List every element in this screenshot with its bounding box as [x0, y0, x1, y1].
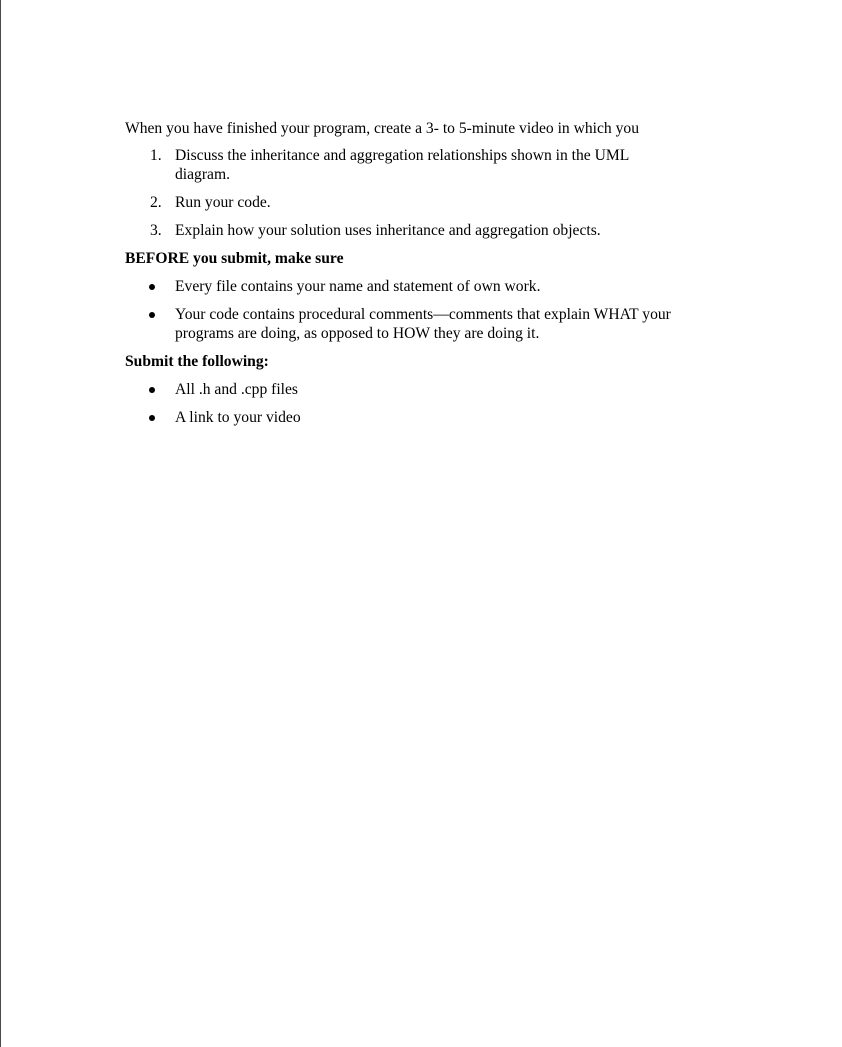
- bullet-list-item: [125, 408, 725, 427]
- document-body: [125, 119, 725, 436]
- numbered-list-item: [125, 193, 725, 212]
- before-submit-heading: BEFORE you submit, make sure: [125, 250, 344, 267]
- submit-heading: Submit the following:: [125, 353, 269, 370]
- bullet-list-item: [125, 305, 725, 343]
- bullet-list-item: [125, 380, 725, 399]
- submit-list: [125, 380, 725, 427]
- bullet-icon: [149, 415, 155, 421]
- list-number: 1.: [150, 147, 162, 164]
- list-number: 2.: [150, 194, 162, 211]
- list-item-text: Explain how your solution uses inheritance and aggregation objects.: [175, 222, 601, 239]
- numbered-list-item: [125, 146, 725, 184]
- list-item-text: A link to your video: [175, 409, 301, 426]
- bullet-icon: [149, 284, 155, 290]
- intro-paragraph: When you have finished your program, create a 3- to 5-minute video in which you: [125, 120, 640, 137]
- list-item-text: Your code contains procedural comments—comments that explain WHAT your programs are doing, as opposed to HOW they are doing it.: [175, 306, 671, 342]
- bullet-icon: [149, 312, 155, 318]
- list-item-text: Run your code.: [175, 194, 271, 211]
- bullet-list-item: [125, 277, 725, 296]
- page-edge: [0, 0, 1, 1047]
- list-item-text: Discuss the inheritance and aggregation relationships shown in the UML diagram.: [175, 147, 629, 183]
- list-item-text: Every file contains your name and statement of own work.: [175, 278, 541, 295]
- bullet-icon: [149, 387, 155, 393]
- before-submit-list: [125, 277, 725, 343]
- numbered-list-item: [125, 221, 725, 240]
- list-number: 3.: [150, 222, 162, 239]
- numbered-list: [125, 146, 725, 240]
- list-item-text: All .h and .cpp files: [175, 381, 298, 398]
